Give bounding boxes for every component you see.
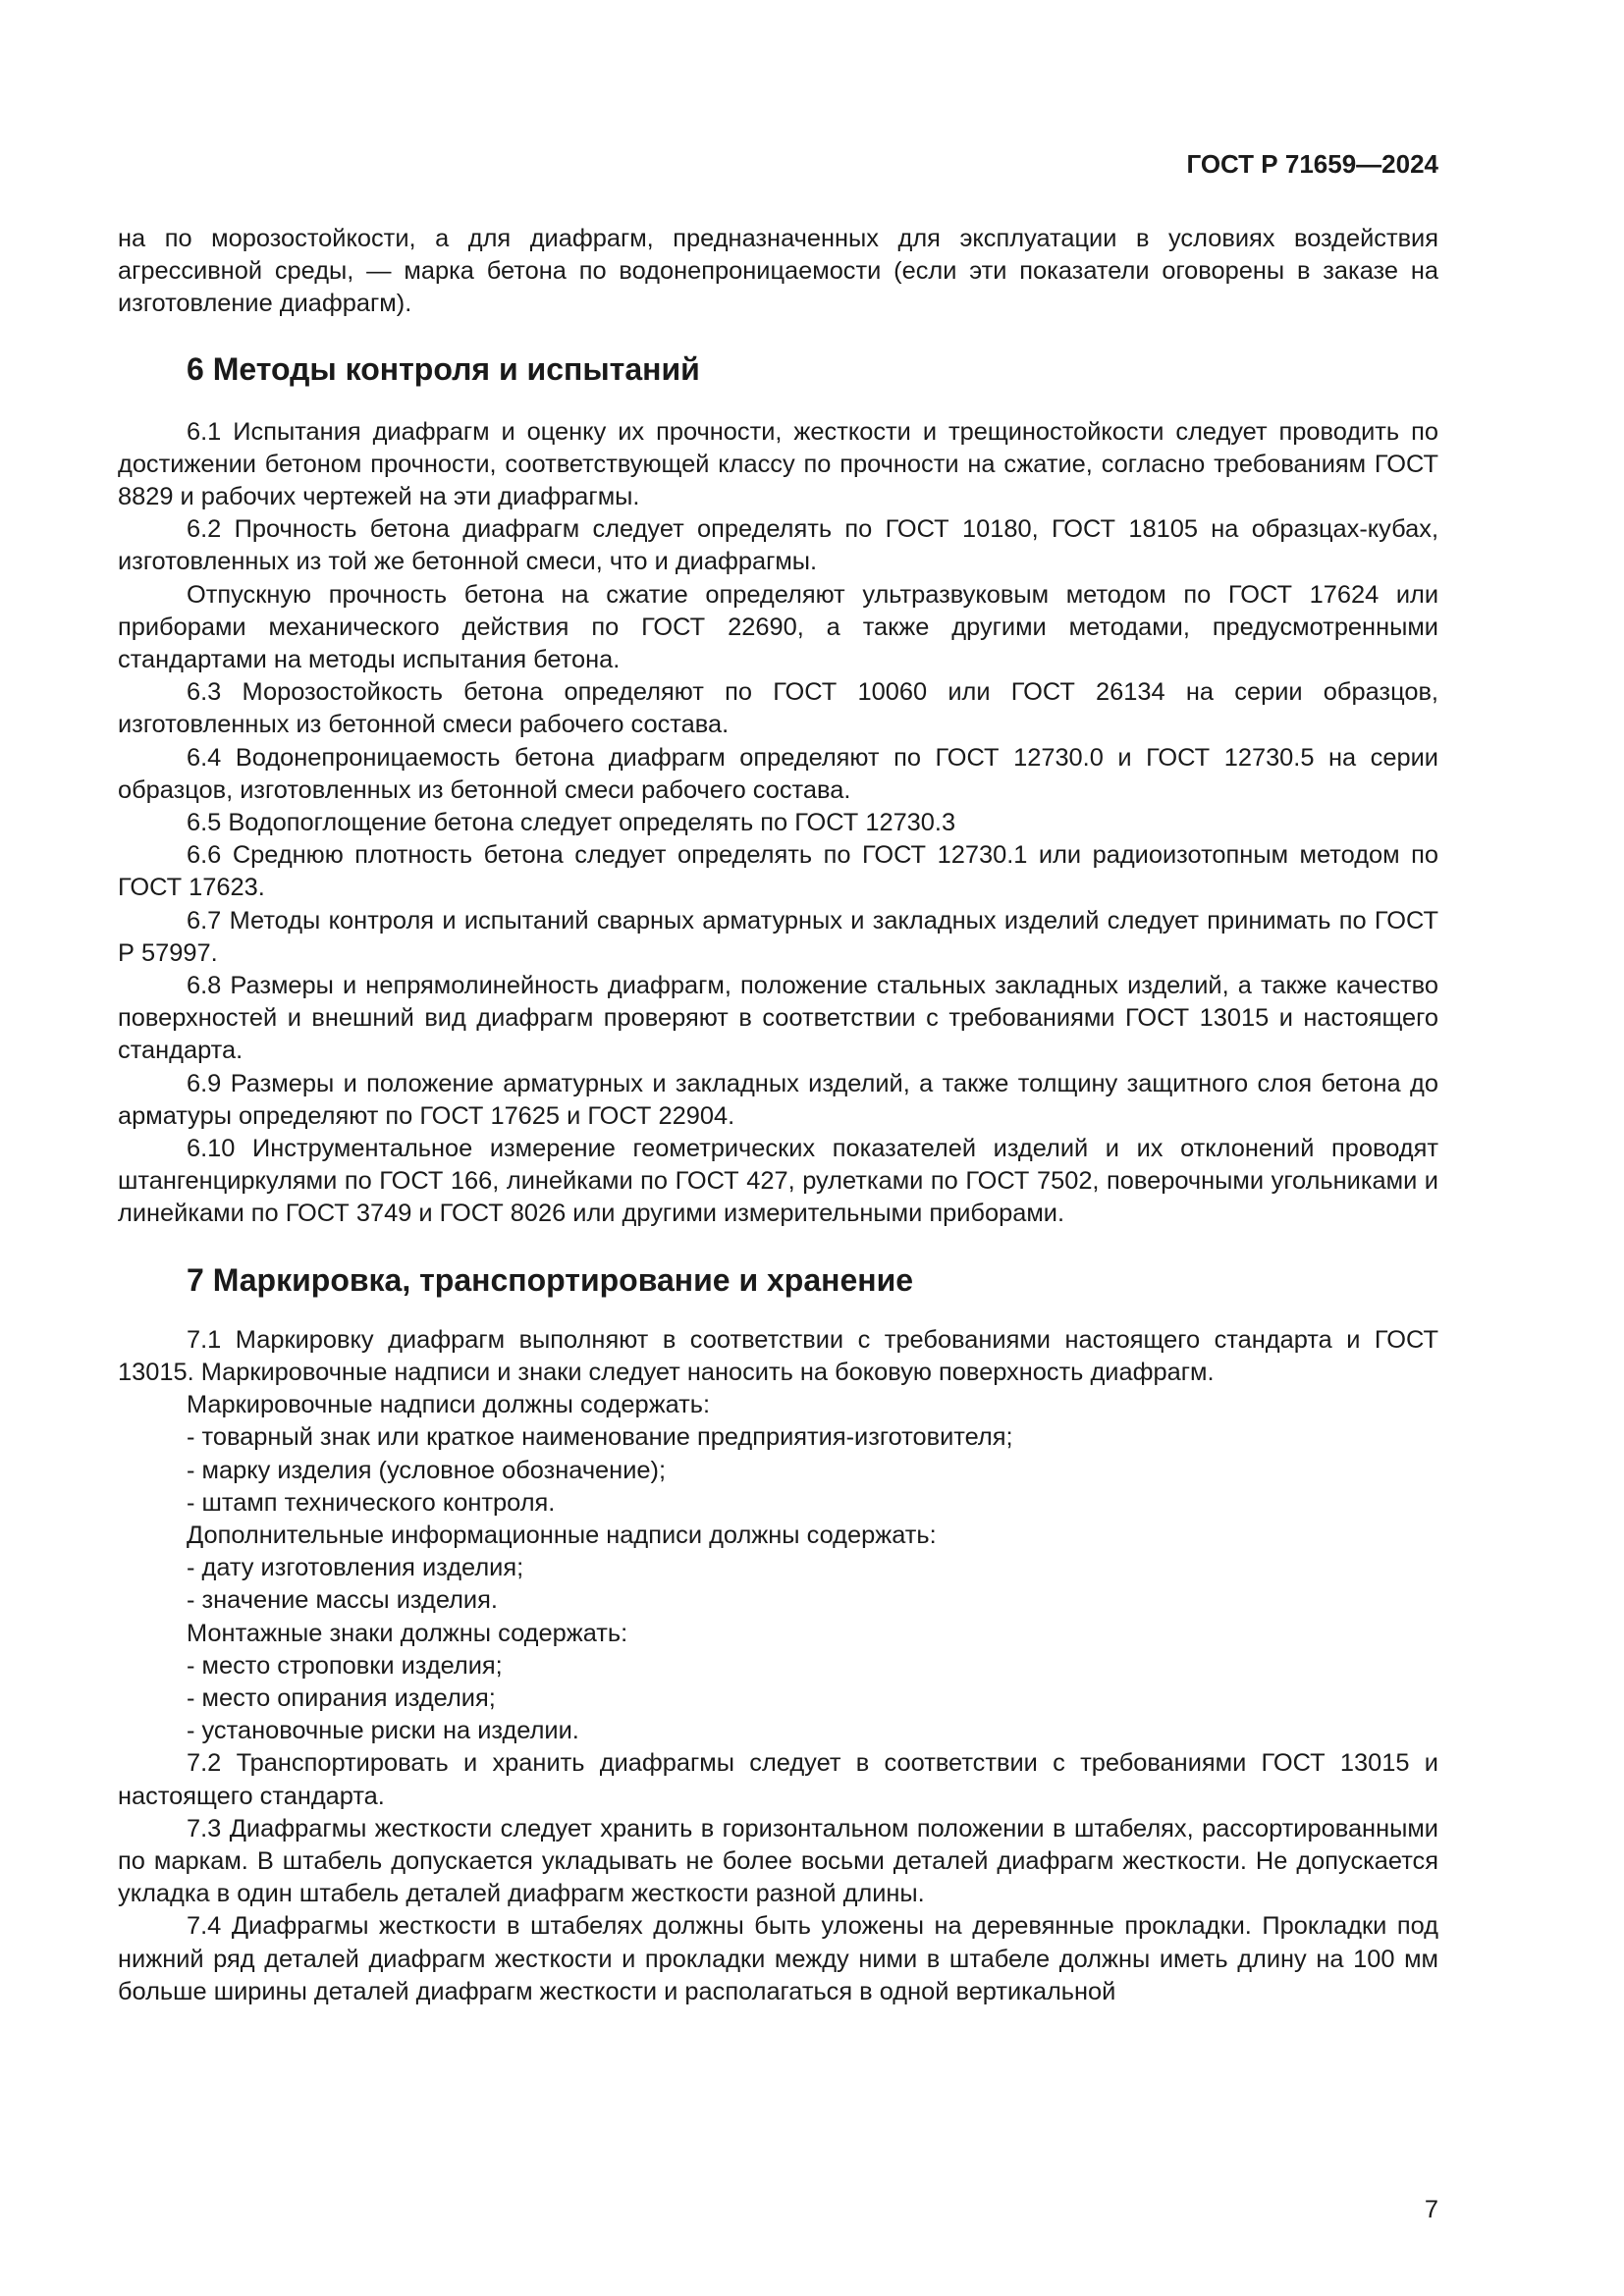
list-item: - марку изделия (условное обозначение); — [187, 1456, 667, 1484]
paragraph-7-4: 7.4 Диафрагмы жесткости в штабелях должны быть уложены на деревянные прокладки. Прокладки под нижний ряд деталей диафрагм жесткости и прокладки между ними в штабеле должны иметь длину на 100 мм больше ширины деталей диафрагм жесткости и располагаться в одной вертикальной — [118, 1912, 1438, 2005]
list-item: - место опирания изделия; — [187, 1683, 496, 1712]
list-item: - штамп технического контроля. — [187, 1488, 556, 1517]
document-code-header: ГОСТ Р 71659—2024 — [1186, 149, 1438, 179]
document-body — [118, 223, 1438, 2008]
section-7-title: 7 Маркировка, транспортирование и хранение — [187, 1261, 914, 1298]
paragraph-6-6: 6.6 Среднюю плотность бетона следует определять по ГОСТ 12730.1 или радиоизотопным методом по ГОСТ 17623. — [118, 841, 1438, 902]
marking-intro: Маркировочные надписи должны содержать: — [187, 1391, 711, 1419]
paragraph-6-7: 6.7 Методы контроля и испытаний сварных арматурных и закладных изделий следует принимать по ГОСТ Р 57997. — [118, 906, 1438, 967]
list-item: - место строповки изделия; — [187, 1651, 503, 1680]
list-item: - значение массы изделия. — [187, 1586, 498, 1615]
paragraph-6-2: 6.2 Прочность бетона диафрагм следует определять по ГОСТ 10180, ГОСТ 18105 на образцах-кубах, изготовленных из той же бетонной смеси, что и диафрагмы. — [118, 515, 1438, 576]
paragraph-6-8: 6.8 Размеры и непрямолинейность диафрагм, положение стальных закладных изделий, а также качество поверхностей и внешний вид диафрагм проверяют в соответствии с требованиями ГОСТ 13015 и настоящего стандарта. — [118, 972, 1438, 1065]
section-6-title: 6 Методы контроля и испытаний — [187, 350, 700, 387]
paragraph-7-1: 7.1 Маркировку диафрагм выполняют в соответствии с требованиями настоящего стандарта и ГОСТ 13015. Маркировочные надписи и знаки следует наносить на боковую поверхность диафрагм. — [118, 1325, 1438, 1386]
paragraph-6-2-release-strength: Отпускную прочность бетона на сжатие определяют ультразвуковым методом по ГОСТ 17624 или приборами механического действия по ГОСТ 22690, а также другими методами, предусмотренными стандартами на методы испытания бетона. — [118, 580, 1438, 674]
list-item: - установочные риски на изделии. — [187, 1717, 579, 1745]
intro-paragraph: на по морозостойкости, а для диафрагм, предназначенных для эксплуатации в условиях воздействия агрессивной среды, — марка бетона по водонепроницаемости (если эти показатели оговорены в заказе на изготовление диафрагм). — [118, 225, 1438, 318]
paragraph-6-4: 6.4 Водонепроницаемость бетона диафрагм определяют по ГОСТ 12730.0 и ГОСТ 12730.5 на серии образцов, изготовленных из бетонной смеси рабочего состава. — [118, 743, 1438, 804]
list-item: - товарный знак или краткое наименование предприятия-изготовителя; — [187, 1423, 1013, 1452]
paragraph-7-2: 7.2 Транспортировать и хранить диафрагмы следует в соответствии с требованиями ГОСТ 13015 и настоящего стандарта. — [118, 1749, 1438, 1810]
additional-intro: Дополнительные информационные надписи должны содержать: — [187, 1521, 937, 1549]
paragraph-6-10: 6.10 Инструментальное измерение геометрических показателей изделий и их отклонений проводят штангенциркулями по ГОСТ 166, линейками по ГОСТ 427, рулетками по ГОСТ 7502, поверочными угольниками и линейками по ГОСТ 3749 и ГОСТ 8026 или другими измерительными приборами. — [118, 1135, 1438, 1228]
list-item: - дату изготовления изделия; — [187, 1554, 524, 1582]
mounting-intro: Монтажные знаки должны содержать: — [187, 1619, 628, 1647]
paragraph-6-1: 6.1 Испытания диафрагм и оценку их прочности, жесткости и трещиностойкости следует проводить по достижении бетоном прочности, соответствующей классу по прочности на сжатие, согласно требованиям ГОСТ 8829 и рабочих чертежей на эти диафрагмы. — [118, 417, 1438, 511]
paragraph-6-3: 6.3 Морозостойкость бетона определяют по ГОСТ 10060 или ГОСТ 26134 на серии образцов, изготовленных из бетонной смеси рабочего состава. — [118, 678, 1438, 739]
paragraph-6-5: 6.5 Водопоглощение бетона следует определять по ГОСТ 12730.3 — [187, 809, 956, 837]
page-number: 7 — [1424, 2196, 1438, 2223]
paragraph-7-3: 7.3 Диафрагмы жесткости следует хранить в горизонтальном положении в штабелях, рассортированными по маркам. В штабель допускается укладывать не более восьми деталей диафрагм жесткости. Не допускается укладка в один штабель деталей диафрагм жесткости разной длины. — [118, 1814, 1438, 1908]
paragraph-6-9: 6.9 Размеры и положение арматурных и закладных изделий, а также толщину защитного слоя бетона до арматуры определяют по ГОСТ 17625 и ГОСТ 22904. — [118, 1069, 1438, 1130]
